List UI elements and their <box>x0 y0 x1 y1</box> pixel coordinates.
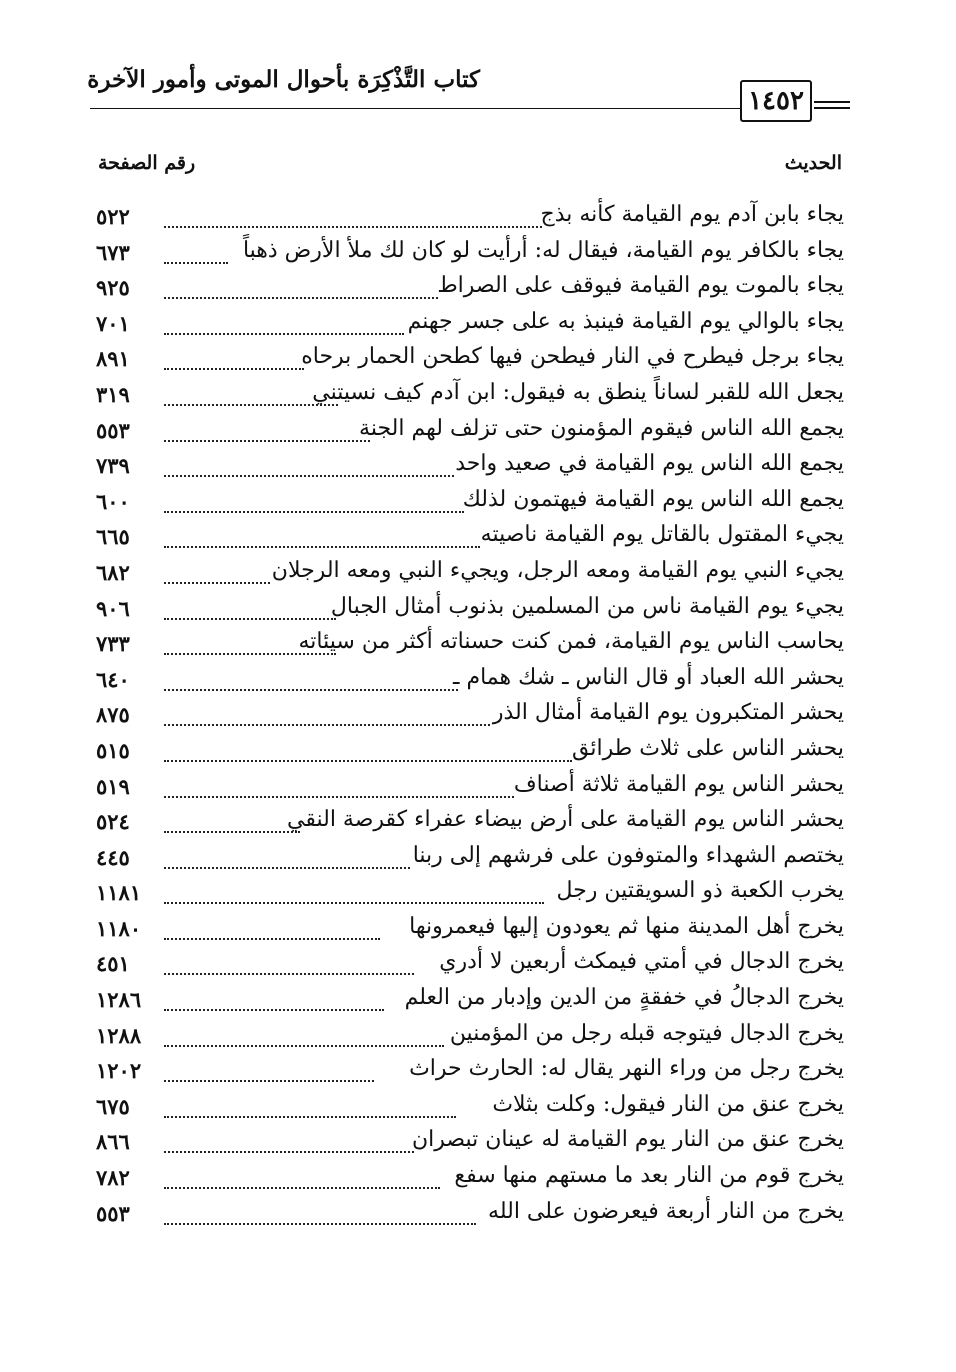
index-entry <box>96 592 844 628</box>
dot-leader <box>164 333 404 335</box>
entry-page-number: ٧٣٣ <box>96 631 130 657</box>
dot-leader <box>164 1009 384 1011</box>
entry-page-number: ٦٦٥ <box>96 524 130 550</box>
entry-page-number: ٦٧٣ <box>96 239 130 265</box>
entry-hadith-text: يجاء بالكافر يوم القيامة، فيقال له: أرأيت لو كان لك ملأ الأرض ذهباً <box>242 237 844 263</box>
entry-page-number: ١٢٠٢ <box>96 1058 142 1084</box>
entry-page-number: ٦٠٠ <box>96 488 130 514</box>
entry-page-number: ٦٧٥ <box>96 1093 130 1119</box>
dot-leader <box>164 1116 456 1118</box>
dot-leader <box>164 831 300 833</box>
entry-page-number: ١١٨١ <box>96 880 142 906</box>
index-entry <box>96 236 844 272</box>
dot-leader <box>164 618 336 620</box>
page-header <box>87 66 850 136</box>
index-entry <box>96 734 844 770</box>
index-entry <box>96 485 844 521</box>
index-entry <box>96 200 844 236</box>
entry-hadith-text: يخرب الكعبة ذو السويقتين رجل <box>556 878 844 904</box>
entry-hadith-text: يجمع الله الناس فيقوم المؤمنون حتى تزلف لهم الجنة <box>359 415 844 441</box>
index-entry <box>96 414 844 450</box>
index-entry <box>96 449 844 485</box>
dot-leader <box>164 760 572 762</box>
entry-hadith-text: يجاء برجل فيطرح في النار فيطحن فيها كطحن الحمار برحاه <box>301 344 844 370</box>
entry-hadith-text: يحاسب الناس يوم القيامة، فمن كنت حسناته أكثر من سيئاته <box>298 629 844 655</box>
index-entry <box>96 663 844 699</box>
entry-page-number: ٤٥١ <box>96 951 130 977</box>
dot-leader <box>164 724 490 726</box>
index-entry <box>96 1019 844 1055</box>
entry-page-number: ٩٠٦ <box>96 595 130 621</box>
dot-leader <box>164 1151 414 1153</box>
index-entry <box>96 342 844 378</box>
entry-hadith-text: يجيء النبي يوم القيامة ومعه الرجل، ويجيء النبي ومعه الرجلان <box>271 557 844 583</box>
entry-hadith-text: يخرج الدجالُ في خفقةٍ من الدين وإدبار من العلم <box>404 985 844 1011</box>
entry-hadith-text: يجمع الله الناس يوم القيامة في صعيد واحد <box>455 451 844 477</box>
index-entry <box>96 1197 844 1233</box>
index-entry <box>96 520 844 556</box>
entry-page-number: ٦٤٠ <box>96 666 130 692</box>
index-entry <box>96 947 844 983</box>
entry-page-number: ٨٦٦ <box>96 1129 130 1155</box>
index-entry <box>96 770 844 806</box>
entry-page-number: ١٢٨٨ <box>96 1022 142 1048</box>
dot-leader <box>164 796 514 798</box>
dot-leader <box>164 475 454 477</box>
dot-leader <box>164 226 542 228</box>
dot-leader <box>164 440 370 442</box>
index-entry <box>96 627 844 663</box>
page-number: ١٤٥٢ <box>740 80 812 122</box>
index-entry <box>96 841 844 877</box>
entry-hadith-text: يحشر الناس يوم القيامة على أرض بيضاء عفراء كقرصة النقي <box>287 807 844 833</box>
dot-leader <box>164 973 414 975</box>
dot-leader <box>164 1045 444 1047</box>
entry-hadith-text: يجاء بالوالي يوم القيامة فينبذ به على جسر جهنم <box>407 308 844 334</box>
entry-page-number: ٣١٩ <box>96 381 130 407</box>
entry-page-number: ٨٩١ <box>96 346 130 372</box>
entry-page-number: ٥٢٤ <box>96 809 130 835</box>
entry-page-number: ٧٨٢ <box>96 1165 130 1191</box>
entry-hadith-text: يجاء بالموت يوم القيامة فيوقف على الصراط <box>437 273 844 299</box>
dot-leader <box>164 902 544 904</box>
index-entry <box>96 698 844 734</box>
entry-hadith-text: يخرج من النار أربعة فيعرضون على الله <box>488 1198 844 1224</box>
column-heading-page: رقم الصفحة <box>98 152 196 174</box>
entry-page-number: ٥١٩ <box>96 773 130 799</box>
entry-page-number: ١٢٨٦ <box>96 987 142 1013</box>
entry-page-number: ٥١٥ <box>96 737 130 763</box>
dot-leader <box>164 511 464 513</box>
dot-leader <box>164 867 410 869</box>
entry-hadith-text: يجيء يوم القيامة ناس من المسلمين بذنوب أمثال الجبال <box>330 593 844 619</box>
entry-page-number: ٧٠١ <box>96 310 130 336</box>
entry-page-number: ٥٥٣ <box>96 1200 130 1226</box>
index-entry <box>96 307 844 343</box>
column-heading-hadith: الحديث <box>784 152 842 174</box>
entry-page-number: ٥٥٣ <box>96 417 130 443</box>
index-entry <box>96 271 844 307</box>
index-entry <box>96 983 844 1019</box>
dot-leader <box>164 938 380 940</box>
entry-hadith-text: يجعل الله للقبر لساناً ينطق به فيقول: ابن آدم كيف نسيتني <box>312 379 844 405</box>
index-entry <box>96 1054 844 1090</box>
header-double-rule <box>814 101 850 109</box>
entry-hadith-text: يخرج رجل من وراء النهر يقال له: الحارث حراث <box>409 1056 844 1082</box>
entry-hadith-text: يحشر المتكبرون يوم القيامة أمثال الذر <box>492 700 844 726</box>
index-entry <box>96 805 844 841</box>
entry-hadith-text: يحشر الناس يوم القيامة ثلاثة أصناف <box>513 771 844 797</box>
dot-leader <box>164 1223 476 1225</box>
entry-hadith-text: يخرج عنق من النار يوم القيامة له عينان تبصران <box>411 1127 844 1153</box>
entry-page-number: ٦٨٢ <box>96 559 130 585</box>
entry-page-number: ٥٢٢ <box>96 204 130 229</box>
entry-hadith-text: يخرج الدجال في أمتي فيمكث أربعين لا أدري <box>439 949 844 975</box>
dot-leader <box>164 297 438 299</box>
entry-page-number: ٩٢٥ <box>96 275 130 301</box>
index-entry <box>96 556 844 592</box>
entry-page-number: ٧٣٩ <box>96 453 130 479</box>
dot-leader <box>164 1187 440 1189</box>
dot-leader <box>164 1080 374 1082</box>
entry-hadith-text: يخرج عنق من النار فيقول: وكلت بثلاث <box>492 1091 844 1117</box>
index-entry <box>96 912 844 948</box>
index-entry <box>96 1090 844 1126</box>
dot-leader <box>164 582 270 584</box>
entry-page-number: ٤٤٥ <box>96 844 130 870</box>
index-list <box>96 200 844 1232</box>
index-entry <box>96 1161 844 1197</box>
dot-leader <box>164 546 480 548</box>
entry-page-number: ١١٨٠ <box>96 915 142 941</box>
entry-hadith-text: يجاء بابن آدم يوم القيامة كأنه بذج <box>540 202 844 227</box>
dot-leader <box>164 262 228 264</box>
dot-leader <box>164 368 304 370</box>
entry-hadith-text: يخرج الدجال فيتوجه قبله رجل من المؤمنين <box>449 1020 844 1046</box>
index-entry <box>96 378 844 414</box>
entry-hadith-text: يجيء المقتول بالقاتل يوم القيامة ناصيته <box>480 522 844 548</box>
entry-hadith-text: يخرج قوم من النار بعد ما مستهم منها سفع <box>454 1163 844 1189</box>
entry-hadith-text: يحشر الله العباد أو قال الناس ـ شك همام ـ <box>453 664 844 690</box>
header-rule <box>90 108 740 109</box>
index-entry <box>96 1125 844 1161</box>
entry-hadith-text: يحشر الناس على ثلاث طرائق <box>571 735 844 761</box>
index-entry <box>96 876 844 912</box>
entry-hadith-text: يخرج أهل المدينة منها ثم يعودون إليها فيعمرونها <box>409 913 844 939</box>
entry-page-number: ٨٧٥ <box>96 702 130 728</box>
book-title: كتاب التَّذْكِرَة بأحوال الموتى وأمور الآخرة <box>87 66 480 93</box>
entry-hadith-text: يجمع الله الناس يوم القيامة فيهتمون لذلك <box>462 486 844 512</box>
entry-hadith-text: يختصم الشهداء والمتوفون على فرشهم إلى ربنا <box>412 842 844 868</box>
dot-leader <box>164 689 458 691</box>
